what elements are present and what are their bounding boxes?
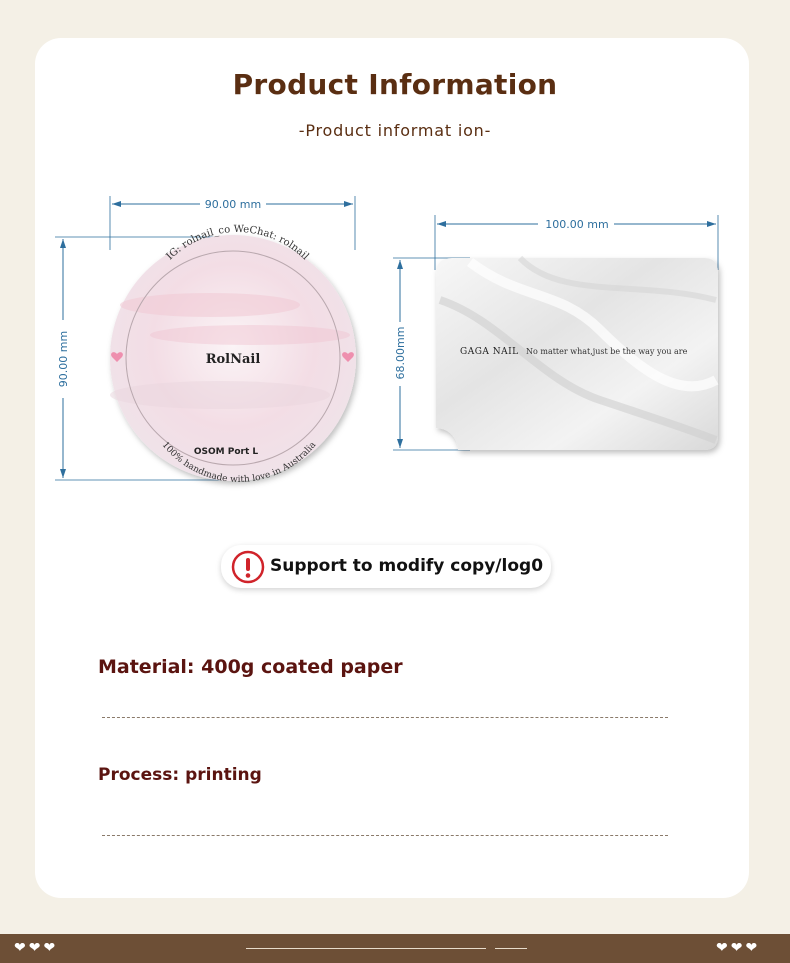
footer-divider <box>495 948 527 949</box>
round-card-bottom-text: 100% handmade with love in Australia <box>159 440 319 486</box>
round-card-top-text: IG: rolnail_co WeChat: rolnail <box>164 223 311 263</box>
round-card <box>110 224 356 485</box>
exclamation-circle-icon <box>231 550 265 584</box>
rect-card-width-label: 100.00 mm <box>545 218 609 231</box>
divider <box>102 835 668 836</box>
round-card-height-label: 90.00 mm <box>57 330 70 388</box>
rect-card-brand: GAGA NAIL <box>460 347 519 357</box>
footer-divider <box>246 948 486 949</box>
divider <box>102 717 668 718</box>
material-spec: Material: 400g coated paper <box>98 656 403 678</box>
heart-icons-right: ❤❤❤ <box>716 940 761 956</box>
page-subtitle: -Product informat ion- <box>298 121 492 140</box>
round-card-product-name: OSOM Port L <box>193 447 259 457</box>
process-spec: Process: printing <box>98 765 262 785</box>
rect-card <box>436 258 718 450</box>
page-title: Product Information <box>232 68 558 101</box>
footer-bar <box>0 934 790 963</box>
rect-card-height-label: 68.00mm <box>394 326 407 380</box>
round-card-brand: RolNail <box>205 352 261 367</box>
rect-card-slogan: No matter what,just be the way you are <box>526 347 688 356</box>
modify-notice-text: Support to modify copy/log0 <box>270 556 544 576</box>
modify-notice-badge <box>221 545 551 588</box>
round-card-width-label: 90.00 mm <box>204 198 262 211</box>
heart-icons-left: ❤❤❤ <box>14 940 59 956</box>
